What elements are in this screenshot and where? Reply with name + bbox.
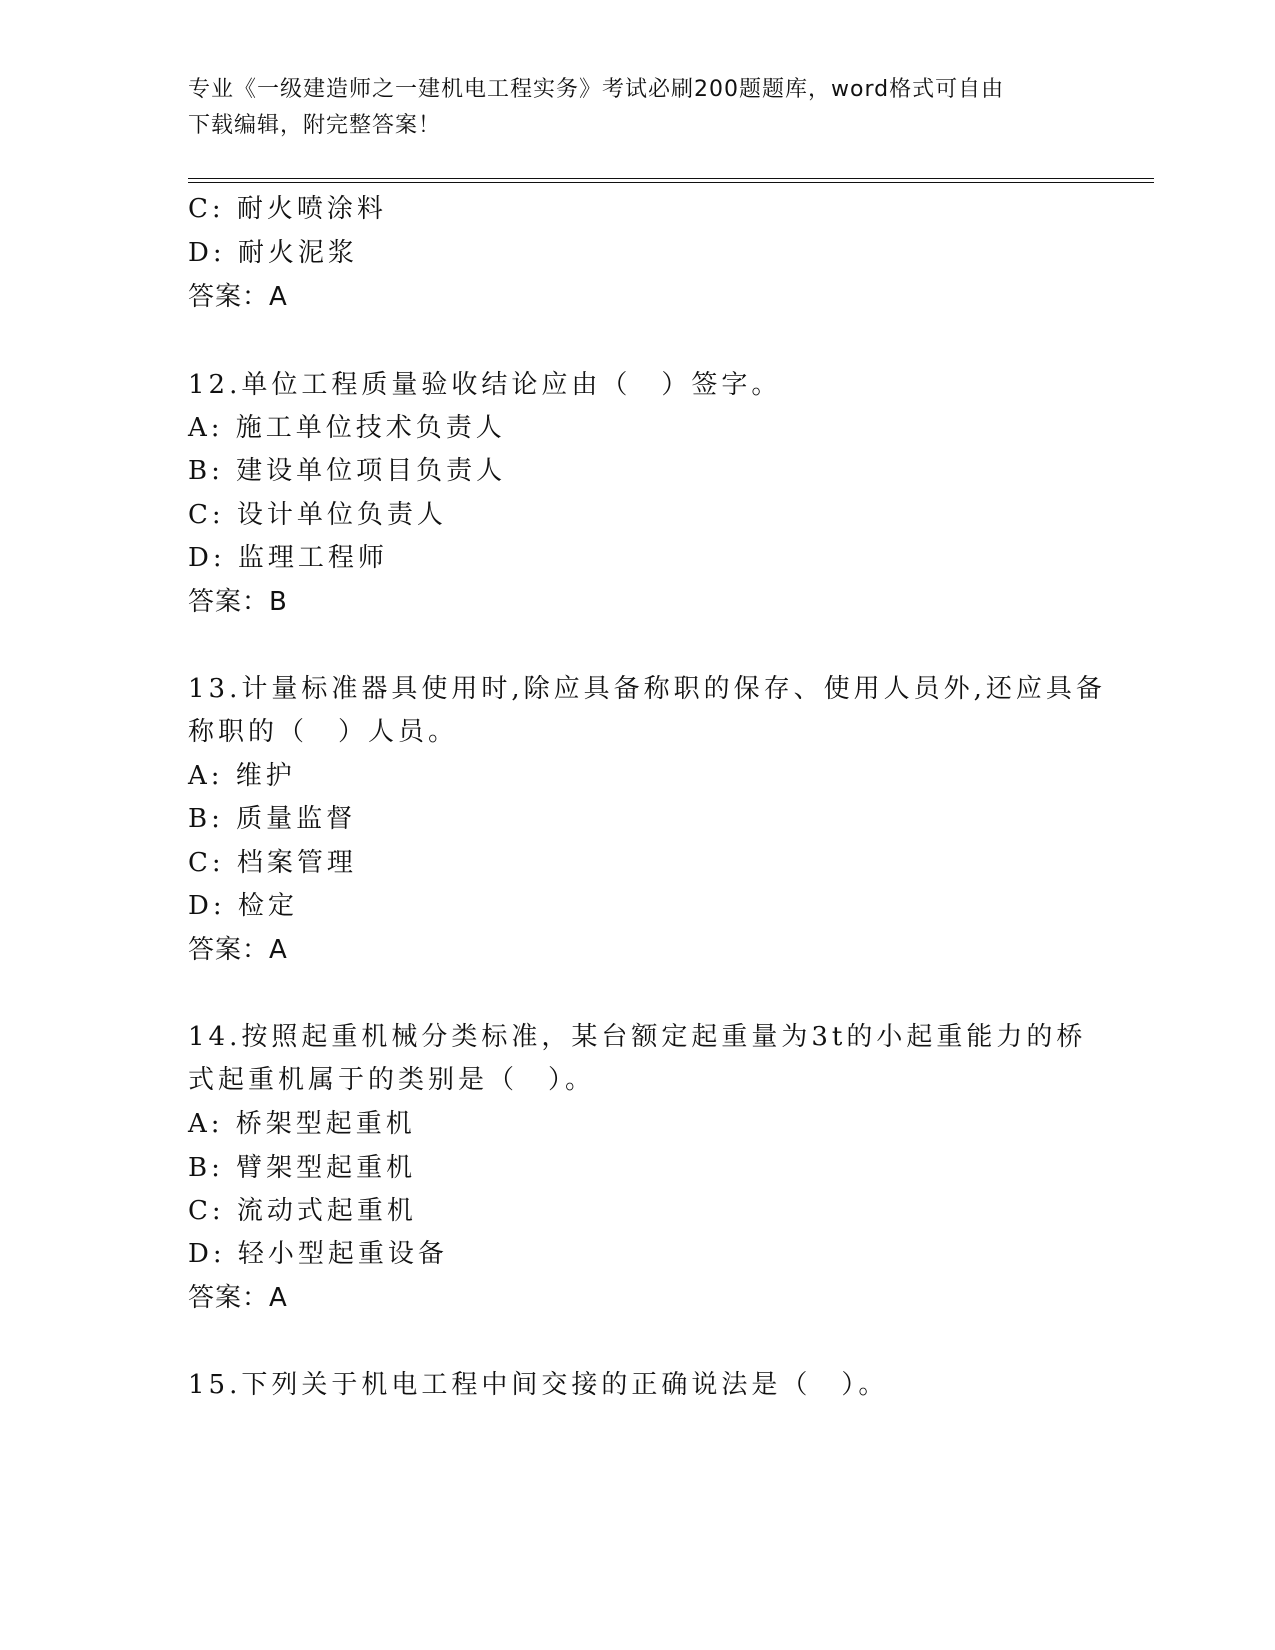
q14-option-d: D: 轻小型起重设备 [188,1239,448,1269]
q13-option-a: A: 维护 [188,761,296,791]
q12-option-a: A: 施工单位技术负责人 [188,413,506,443]
q11-answer: 答案：A [188,282,288,312]
q12-answer: 答案：B [188,587,288,617]
q14-option-c: C: 流动式起重机 [188,1196,417,1226]
q14-option-b: B: 臂架型起重机 [188,1153,417,1183]
q13-option-c: C: 档案管理 [188,848,357,878]
q14-question-line-2: 式起重机属于的类别是（ ）。 [188,1065,596,1095]
header-rule-bottom [188,182,1154,183]
q14-option-a: A: 桥架型起重机 [188,1109,416,1139]
header-rule-top [188,178,1154,179]
q14-answer: 答案：A [188,1283,288,1313]
q11-option-d: D: 耐火泥浆 [188,238,358,268]
q13-option-b: B: 质量监督 [188,804,357,834]
q12-option-d: D: 监理工程师 [188,543,388,573]
document-header [188,72,1088,144]
q13-question-line-2: 称职的（ ）人员。 [188,717,459,747]
q12-question: 12.单位工程质量验收结论应由（ ）签字。 [188,370,782,400]
header-line-1: 专业《一级建造师之一建机电工程实务》考试必刷200题题库，word格式可自由 [188,77,1005,102]
q13-question-line-1: 13.计量标准器具使用时,除应具备称职的保存、使用人员外,还应具备 [188,674,1106,704]
q15-question: 15.下列关于机电工程中间交接的正确说法是（ ）。 [188,1370,889,1400]
header-line-2: 下载编辑，附完整答案！ [188,113,442,138]
q11-option-c: C: 耐火喷涂料 [188,194,387,224]
q13-option-d: D: 检定 [188,891,298,921]
q12-option-b: B: 建设单位项目负责人 [188,456,507,486]
q12-option-c: C: 设计单位负责人 [188,500,447,530]
q13-answer: 答案：A [188,935,288,965]
q14-question-line-1: 14.按照起重机械分类标准，某台额定起重量为3t的小起重能力的桥 [188,1022,1087,1052]
